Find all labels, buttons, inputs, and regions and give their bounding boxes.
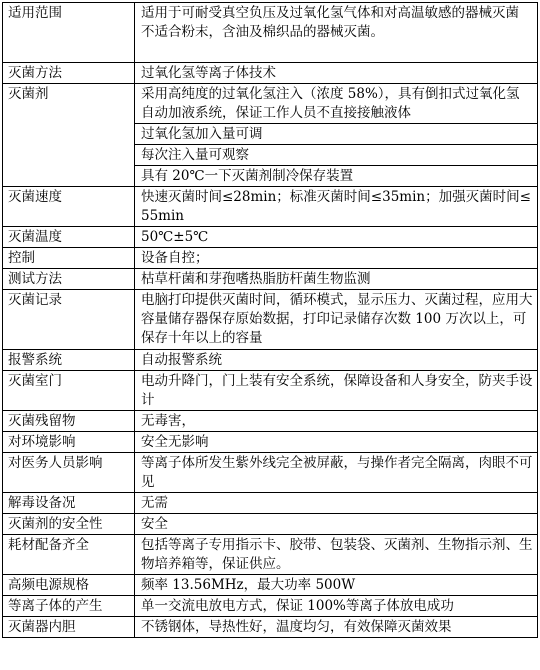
row-value: 不锈钢体，导热性好，温度均匀，有效保障灭菌效果 xyxy=(135,617,538,638)
table-row xyxy=(3,269,538,290)
row-value: 过氧化氢加入量可调 xyxy=(135,124,538,145)
row-value: 过氧化氢等离子体技术 xyxy=(135,63,538,84)
row-label: 控制 xyxy=(3,248,135,269)
row-label: 测试方法 xyxy=(3,269,135,290)
row-label: 灭菌温度 xyxy=(3,227,135,248)
table-row xyxy=(3,411,538,432)
row-value: 单一交流电放电方式，保证 100%等离子体放电成功 xyxy=(135,596,538,617)
row-label: 耗材配备齐全 xyxy=(3,535,135,575)
row-label: 报警系统 xyxy=(3,350,135,371)
spec-table xyxy=(2,2,538,638)
row-label: 等离子体的产生 xyxy=(3,596,135,617)
table-row xyxy=(3,432,538,453)
row-value: 包括等离子专用指示卡、胶带、包装袋、灭菌剂、生物指示剂、生物培养箱等，保证供应。 xyxy=(135,535,538,575)
row-value: 适用于可耐受真空负压及过氧化氢气体和对高温敏感的器械灭菌 xyxy=(141,5,519,21)
row-label: 灭菌剂的安全性 xyxy=(3,514,135,535)
table-row xyxy=(3,371,538,411)
row-value: 安全无影响 xyxy=(135,432,538,453)
row-value: 具有 20℃一下灭菌剂制冷保存装置 xyxy=(135,166,538,187)
table-row xyxy=(3,227,538,248)
row-value: 电动升降门，门上装有安全系统，保障设备和人身安全，防夹手设计 xyxy=(135,371,538,411)
row-label: 灭菌速度 xyxy=(3,187,135,227)
row-label: 灭菌方法 xyxy=(3,63,135,84)
row-value: 安全 xyxy=(135,514,538,535)
table-row xyxy=(3,248,538,269)
row-value-cell xyxy=(135,3,538,63)
table-row xyxy=(3,575,538,596)
table-row xyxy=(3,290,538,350)
row-label: 灭菌室门 xyxy=(3,371,135,411)
table-row xyxy=(3,493,538,514)
row-value: 无需 xyxy=(135,493,538,514)
row-label: 解毒设备况 xyxy=(3,493,135,514)
row-value: 无毒害， xyxy=(135,411,538,432)
row-value: 不适合粉末，含油及棉织品的器械灭菌。 xyxy=(141,24,384,40)
table-row xyxy=(3,350,538,371)
row-value: 枯草杆菌和芽孢嗜热脂肪杆菌生物监测 xyxy=(135,269,538,290)
table-row xyxy=(3,514,538,535)
table-row xyxy=(3,3,538,63)
row-value: 电脑打印提供灭菌时间，循环模式，显示压力、灭菌过程，应用大容量储存器保存原始数据，打印记录储存次数 100 万次以上，可保存十年以上的容量 xyxy=(135,290,538,350)
row-value: 快速灭菌时间≤28min；标准灭菌时间≤35min；加强灭菌时间≤55min xyxy=(135,187,538,227)
table-row xyxy=(3,84,538,124)
row-label: 高频电源规格 xyxy=(3,575,135,596)
row-label: 适用范围 xyxy=(3,3,135,63)
row-label: 对医务人员影响 xyxy=(3,453,135,493)
row-value: 自动报警系统 xyxy=(135,350,538,371)
row-value: 频率 13.56MHz，最大功率 500W xyxy=(135,575,538,596)
table-row xyxy=(3,596,538,617)
table-row xyxy=(3,617,538,638)
row-label: 灭菌器内胆 xyxy=(3,617,135,638)
table-row xyxy=(3,535,538,575)
table-row xyxy=(3,187,538,227)
row-value: 设备自控； xyxy=(135,248,538,269)
row-label: 灭菌残留物 xyxy=(3,411,135,432)
row-value: 等离子体所发生紫外线完全被屏蔽，与操作者完全隔离，肉眼不可见 xyxy=(135,453,538,493)
row-value: 50℃±5℃ xyxy=(135,227,538,248)
row-label: 灭菌剂 xyxy=(3,84,135,187)
table-row xyxy=(3,453,538,493)
row-value: 每次注入量可观察 xyxy=(135,145,538,166)
row-value: 采用高纯度的过氧化氢注入（浓度 58%），具有倒扣式过氧化氢 自动加液系统，保证工作人员不直接接触液体 xyxy=(135,84,538,124)
row-label: 灭菌记录 xyxy=(3,290,135,350)
row-label: 对环境影响 xyxy=(3,432,135,453)
table-row xyxy=(3,63,538,84)
